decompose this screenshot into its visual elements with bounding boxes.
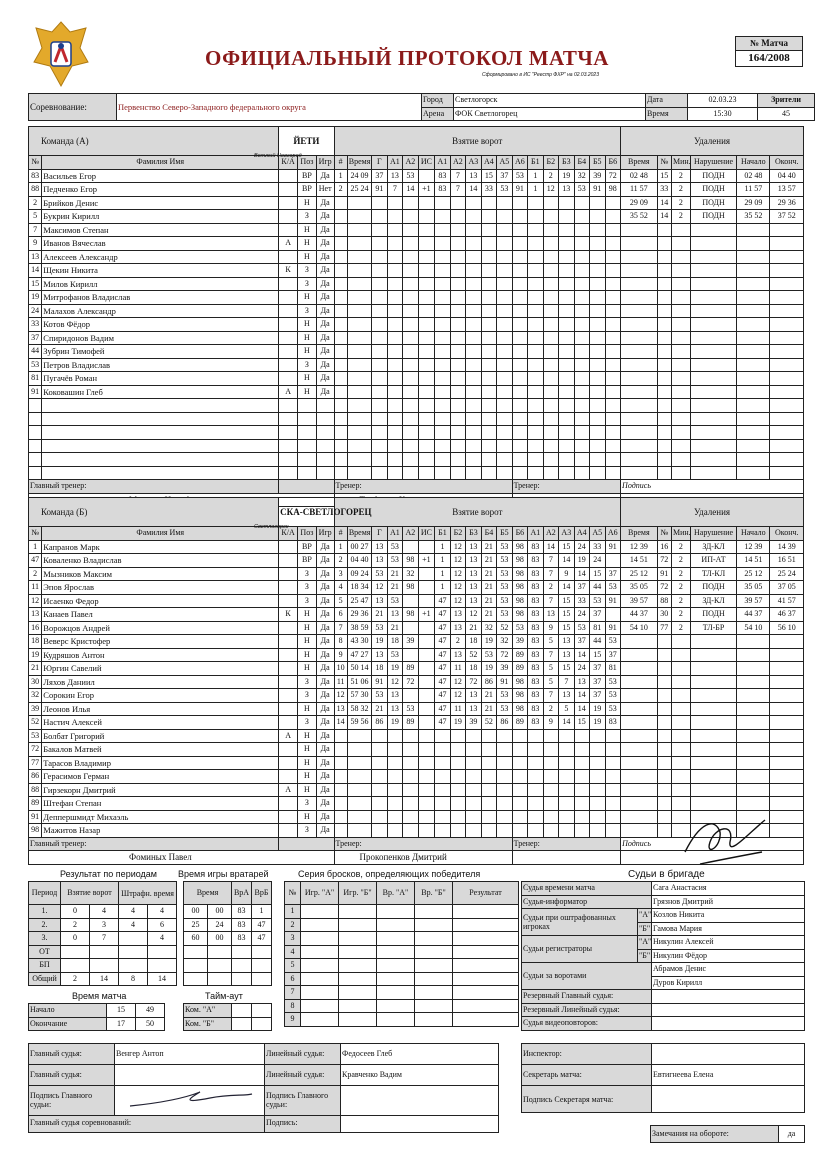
registrar-a: Никулин Алексей [652,936,805,950]
page-subtitle: Сформировано в ИС "Реестр ФХР" на 02.03.2023 [482,72,599,78]
shootout-row: 3 [285,932,519,946]
shootout-table: № Игр. "А" Игр. "Б" Вр. "А" Вр. "Б" Результат 1 2 3 4 5 6 7 8 9 [284,881,519,1027]
city-label: Город [422,94,454,108]
secretary-label: Секретарь матча: [522,1065,652,1086]
player-row: 53 Петров Владислав З Да [29,358,804,372]
team_b-label: Команда (Б) [29,498,279,527]
shootout-row: 7 [285,986,519,1000]
main-ref-2 [115,1065,265,1086]
period-row: 3. 0 7 4 [29,932,177,946]
player-row: 30 Ляхов Даниил З Да 11 51 06 91 12 72 47 12 72 86 91 98 83 5 7 13 37 53 [29,675,804,689]
player-row: 53 Болбат Григорий А Н Да [29,729,804,743]
player-row: 2 Брийков Денис Н Да 29 09 14 2 ПОДН 29 09 29 36 [29,196,804,210]
player-row: 19 Митрофанов Владислав Н Да [29,291,804,305]
competition-name: Первенство Северо-Западного федерального округа [117,94,422,121]
player-row: 15 Милов Кирилл З Да [29,277,804,291]
main-ref-label: Главный судья: [29,1044,115,1065]
periods-table: Период Взятие ворот Штрафн. время 1. 0 4 4 4 2. 2 3 4 6 3. 0 7 4 ОТ БП Общий 2 14 8 14 [28,881,177,986]
video-judge-label: Судья видеоповторов: [522,1017,652,1031]
shootout-row: 1 [285,905,519,919]
match-number-label: № Матча [736,37,803,51]
date: 02.03.23 [688,94,758,108]
registrar-b: Никулин Фёдор [652,949,805,963]
penalty-judges-label: Судьи при оштрафованных игроках [522,909,638,936]
page-title: ОФИЦИАЛЬНЫЙ ПРОТОКОЛ МАТЧА [205,46,609,70]
player-row: 13 Алексеев Александр Н Да [29,250,804,264]
period-row: 1. 0 4 4 4 [29,905,177,919]
player-row: 18 Веверс Кристофер Н Да 8 43 30 19 18 39 47 2 18 19 32 39 83 5 13 37 44 53 [29,635,804,649]
player-row: 47 Коваленко Владислав ВР Да 2 04 40 13 53 98 +1 1 12 13 21 53 98 83 7 14 19 24 14 51 72 2 ИП-АТ 14 51 16 51 [29,554,804,568]
player-row: 39 Леонов Илья Н Да 13 58 32 21 13 53 47 11 13 21 53 98 83 2 5 14 19 53 [29,702,804,716]
player-row: 88 Педченко Егор ВР Нет 2 25 24 91 7 14 +1 83 7 14 33 53 91 1 12 13 53 91 98 11 57 33 2 ПОДН 11 57 13 57 [29,183,804,197]
competition-label: Соревнование: [29,94,117,121]
line-ref-label: Линейный судья: [265,1044,341,1065]
match-end-min: 50 [136,1017,165,1031]
match-number-box [735,36,803,67]
brigade-title: Судьи в бригаде [628,869,705,880]
signature-scribble [680,812,770,877]
time: 15:30 [688,107,758,121]
spectators: 45 [758,107,815,121]
team_a-label: Команда (А) [29,127,279,156]
timeout-table [183,1003,272,1031]
goalies-title: Время игры вратарей [178,869,269,879]
team_b-goals-title: Взятие ворот [334,498,621,527]
player-row: 81 Пугачёв Роман Н Да [29,372,804,386]
timeout-b-label: Ком. "Б" [184,1017,232,1031]
secretary: Евтигнеева Елена [652,1065,805,1086]
city: Светлогорск [454,94,646,108]
competition-ref-label: Главный судья соревнований: [29,1115,265,1132]
player-row: 2 Мызников Максим З Да 3 09 24 53 21 32 1 12 13 21 53 98 83 7 9 14 15 37 25 12 91 2 ТЛ-КЛ 25 12 25 24 [29,567,804,581]
player-row: 12 Исаенко Федор З Да 5 25 47 13 53 47 12 13 21 53 98 83 7 15 33 53 91 39 57 88 2 ЗД-КЛ 39 57 41 57 [29,594,804,608]
timeout-a-label: Ком. "А" [184,1004,232,1018]
inspector-label: Инспектор: [522,1044,652,1065]
officials-table [28,1043,499,1133]
goalie-row [184,945,272,959]
brigade-table: Судья времени матча Сага Анастасия Судья-информатор Грязнов Дмитрий Судьи при оштрафованных игроках "А" Козлов Никита "Б" Гамова Мария Судьи регистраторы "А" Никулин Алексей "Б" Никулин Фёдор Судьи за воротами Абрамов Денис Дуров Кирилл Резервный Главный судья: Резервный Линейный судья: Судья видеоповторов: [521,881,805,1031]
period-row: Общий 2 14 8 14 [29,972,177,986]
team_a-goals-title: Взятие ворот [334,127,621,156]
main-ref-1: Венгер Антоп [115,1044,265,1065]
timekeeper-label: Судья времени матча [522,882,652,896]
player-row: 21 Юргин Савелий Н Да 10 50 14 18 19 89 47 11 18 19 39 89 83 5 15 24 37 81 [29,662,804,676]
player-row: 72 Бакалов Матвей Н Да [29,743,804,757]
goalies-table: Время ВрА ВрБ 00 00 83 1 25 24 83 47 60 00 83 47 [183,881,272,986]
timekeeper: Сага Анастасия [652,882,805,896]
player-row: 5 Букрин Кирилл З Да 35 52 14 2 ПОДН 35 52 37 52 [29,210,804,224]
main-ref-signature [115,1086,265,1116]
timeout-title: Тайм-аут [205,991,243,1001]
team-a-section: Команда (А) ЙЕТИ Взятие ворот Удаления № Фамилия Имя К/А Поз Игр # Время Г А1 А2 ИС А1 А2 А3 А4 А5 А6 Б1 Б2 Б3 Б4 Б5 Б6 Время № Мин. Нарушение Начало Оконч. 83 Васильев Егор ВР Да 1 24 09 37 13 53 83 7 13 15 37 53 1 2 19 32 39 72 02 48 15 2 ПОДН 02 48 04 40 88 Педченко Егор ВР Нет 2 25 24 91 7 14 +1 83 7 14 33 53 91 1 12 13 53 91 98 11 57 33 2 ПОДН 11 57 13 57 2 Брийков Денис Н Да 29 09 14 2 ПОДН 29 09 29 36 5 Букрин Кирилл З Да 35 52 14 2 ПОДН 35 52 37 52 7 Максимов Степан Н Да 9 Иванов Вячеслав А Н Да 13 Алексеев Александр Н Да 14 Щекин Никита К З Да 15 Милов Кирилл З Да 19 Митрофанов Владислав Н Да 24 Малахов Александр З Да 33 Котов Фёдор Н Да 37 Спиридонов Вадим Н Да 44 Зубрин Тимофей Н Да 53 Петров Владислав З Да 81 Пугачёв Роман Н Да 91 Коковашин Глеб А Н Да Главный тренер: Тренер: Тренер: Подпись Великий Новгород [28,126,804,507]
player-row: 1 Капранов Марк ВР Да 1 00 27 13 53 1 12 13 21 53 98 83 14 15 24 33 91 12 39 16 2 ЗД-КЛ 12 39 14 39 [29,540,804,554]
player-row: 11 Эпов Ярослав З Да 4 18 34 12 21 98 1 12 13 21 53 98 83 2 14 37 44 53 35 05 72 2 ПОДН 35 05 37 05 [29,581,804,595]
informer: Грязнов Дмитрий [652,895,805,909]
player-row: 33 Котов Фёдор Н Да [29,318,804,332]
arena: ФОК Светлогорец [454,107,646,121]
goalie-row: 00 00 83 1 [184,905,272,919]
shootout-row: 6 [285,972,519,986]
informer-label: Судья-информатор [522,895,652,909]
reserve-main-label: Резервный Главный судья: [522,990,652,1004]
match-start-label: Начало [29,1004,107,1018]
goalie-row: 60 00 83 47 [184,932,272,946]
shootout-row: 9 [285,1013,519,1027]
player-row: 52 Настич Алексей З Да 14 59 56 86 19 89 47 19 39 52 86 89 83 9 14 15 19 83 [29,716,804,730]
player-row: 13 Канаев Павел К Н Да 6 29 36 21 13 98 +1 47 13 12 21 53 98 83 13 15 24 37 44 37 30 2 ПОДН 44 37 46 37 [29,608,804,622]
match-time-title: Время матча [72,991,127,1001]
notes-table [650,1125,805,1143]
team_a-name: ЙЕТИ [293,135,320,146]
sign-main-label: Подпись Главного судьи: [29,1086,115,1116]
sign-line-label: Подпись Главного судьи: [265,1086,341,1116]
notes-label: Замечания на обороте: [651,1126,779,1143]
sign-secretary-label: Подпись Секретаря матча: [522,1086,652,1113]
player-row: 24 Малахов Александр З Да [29,304,804,318]
player-row: 83 Васильев Егор ВР Да 1 24 09 37 13 53 83 7 13 15 37 53 1 2 19 32 39 72 02 48 15 2 ПОДН 02 48 04 40 [29,169,804,183]
time-label: Время [646,107,688,121]
team_b-name: СКА-СВЕТЛОГОРЕЦ [280,506,372,517]
player-row: 98 Мажитов Назар З Да [29,824,804,838]
player-row: 16 Ворожцов Андрей Н Да 7 38 59 53 21 47 13 21 32 52 53 83 9 15 53 81 91 54 10 77 2 ТЛ-БР 54 10 56 10 [29,621,804,635]
player-row [29,453,804,467]
player-row: 19 Кудряшов Антон Н Да 9 47 27 13 53 47 13 52 53 72 89 83 7 13 14 15 37 [29,648,804,662]
date-label: Дата [646,94,688,108]
period-row: БП [29,959,177,973]
line-ref-1: Федосеев Глеб [341,1044,499,1065]
spectators-label: Зрители [758,94,815,108]
player-row: 88 Гирзекорн Дмитрий А Н Да [29,783,804,797]
period-row: 2. 2 3 4 6 [29,918,177,932]
player-row: 37 Спиридонов Вадим Н Да [29,331,804,345]
player-row [29,466,804,480]
player-row: 89 Штефан Степан З Да [29,797,804,811]
goalie-row [184,972,272,986]
fhr-logo [30,18,92,90]
team_b-city: Светлогорск [254,524,289,530]
goalie-row [184,959,272,973]
team_b-head-coach: Фоминых Павел [29,851,335,865]
line-ref-2: Кравченко Вадим [341,1065,499,1086]
team_a-penalties-title: Удаления [621,127,804,156]
player-row: 32 Сорокин Егор З Да 12 57 30 53 13 47 12 13 21 53 98 83 7 13 14 37 53 [29,689,804,703]
player-row [29,412,804,426]
match-start-hour: 15 [107,1004,136,1018]
arena-label: Арена [422,107,454,121]
shootout-row: 4 [285,945,519,959]
period-row: ОТ [29,945,177,959]
team_b-penalties-title: Удаления [621,498,804,527]
player-row [29,399,804,413]
penalty-judge-b: Гамова Мария [652,922,805,936]
goal-judge-2: Дуров Кирилл [652,976,805,990]
notes: да [779,1126,805,1143]
goal-judges-label: Судьи за воротами [522,963,652,990]
team-b-section: Команда (Б) СКА-СВЕТЛОГОРЕЦ Взятие ворот Удаления № Фамилия Имя К/А Поз Игр # Время Г А1 А2 ИС Б1 Б2 Б3 Б4 Б5 Б6 А1 А2 А3 А4 А5 А6 Время № Мин. Нарушение Начало Оконч. 1 Капранов Марк ВР Да 1 00 27 13 53 1 12 13 21 53 98 83 14 15 24 33 91 12 39 16 2 ЗД-КЛ 12 39 14 39 47 Коваленко Владислав ВР Да 2 04 40 13 53 98 +1 1 12 13 21 53 98 83 7 14 19 24 14 51 72 2 ИП-АТ 14 51 16 51 2 Мызников Максим З Да 3 09 24 53 21 32 1 12 13 21 53 98 83 7 9 14 15 37 25 12 91 2 ТЛ-КЛ 25 12 25 24 11 Эпов Ярослав З Да 4 18 34 12 21 98 1 12 13 21 53 98 83 2 14 37 44 53 35 05 72 2 ПОДН 35 05 37 05 12 Исаенко Федор З Да 5 25 47 13 53 47 12 13 21 53 98 83 7 15 33 53 91 39 57 88 2 ЗД-КЛ 39 57 41 57 13 Канаев Павел К Н Да 6 29 36 21 13 98 +1 47 13 12 21 53 98 83 13 15 24 37 44 37 30 2 ПОДН 44 37 46 37 16 Ворожцов Андрей Н Да 7 38 59 53 21 47 13 21 32 52 53 83 9 15 53 81 91 54 10 77 2 ТЛ-БР 54 10 56 10 18 Веверс Кристофер Н Да 8 43 30 19 18 39 47 2 18 19 32 39 83 5 13 37 44 53 19 Кудряшов Антон Н Да 9 47 27 13 53 47 13 52 53 72 89 83 7 13 14 15 37 21 Юргин Савелий Н Да 10 50 14 18 19 89 47 11 18 19 39 89 83 5 15 24 37 81 30 Ляхов Даниил З Да 11 51 06 91 12 72 47 12 72 86 91 98 83 5 7 13 37 53 32 Сорокин Егор З Да 12 57 30 53 13 47 12 13 21 53 98 83 7 13 14 37 53 39 Леонов Илья Н Да 13 58 32 21 13 53 47 11 13 21 53 98 83 2 5 14 19 53 52 Настич Алексей З Да 14 59 56 86 19 89 47 19 39 52 86 89 83 9 14 15 19 83 53 Болбат Григорий А Н Да 72 Бакалов Матвей Н Да 77 Тарасов Владимир Н Да 86 Герасимов Герман Н Да 88 Гирзекорн Дмитрий А Н Да 89 Штефан Степан З Да 91 Деппершмидт Михаэль Н Да 98 Мажитов Назар З Да Главный тренер: Тренер: Тренер: Подпись Фоминых Павел Прокопенков Дмитрий Светлогорск [28,497,804,865]
goalie-row: 25 24 83 47 [184,918,272,932]
match-time-table [28,1003,165,1031]
player-row: 91 Деппершмидт Михаэль Н Да [29,810,804,824]
goal-judge-1: Абрамов Денис [652,963,805,977]
match-end-hour: 17 [107,1017,136,1031]
shootout-row: 5 [285,959,519,973]
penalty-judge-a: Козлов Никита [652,909,805,923]
shootout-row: 8 [285,999,519,1013]
player-row [29,439,804,453]
reserve-line-label: Резервный Линейный судья: [522,1003,652,1017]
player-row: 44 Зубрин Тимофей Н Да [29,345,804,359]
team_b-coach: Прокопенков Дмитрий [334,851,512,865]
shootout-row: 2 [285,918,519,932]
registrars-label: Судьи регистраторы [522,936,638,963]
match-start-min: 49 [136,1004,165,1018]
player-row: 77 Тарасов Владимир Н Да [29,756,804,770]
line-ref-label-2: Линейный судья: [265,1065,341,1086]
sign-label: Подпись: [265,1115,341,1132]
inspector-table [521,1043,805,1113]
player-row: 7 Максимов Степан Н Да [29,223,804,237]
player-row: 14 Щекин Никита К З Да [29,264,804,278]
match-number: 164/2008 [736,50,803,66]
player-row [29,426,804,440]
shootout-title: Серия бросков, определяющих победителя [298,869,481,879]
team_a-city: Великий Новгород [254,153,302,159]
main-ref-label-2: Главный судья: [29,1065,115,1086]
player-row: 86 Герасимов Герман Н Да [29,770,804,784]
periods-title: Результат по периодам [60,869,157,879]
match-end-label: Окончание [29,1017,107,1031]
player-row: 91 Коковашин Глеб А Н Да [29,385,804,399]
match-info [28,93,815,121]
player-row: 9 Иванов Вячеслав А Н Да [29,237,804,251]
